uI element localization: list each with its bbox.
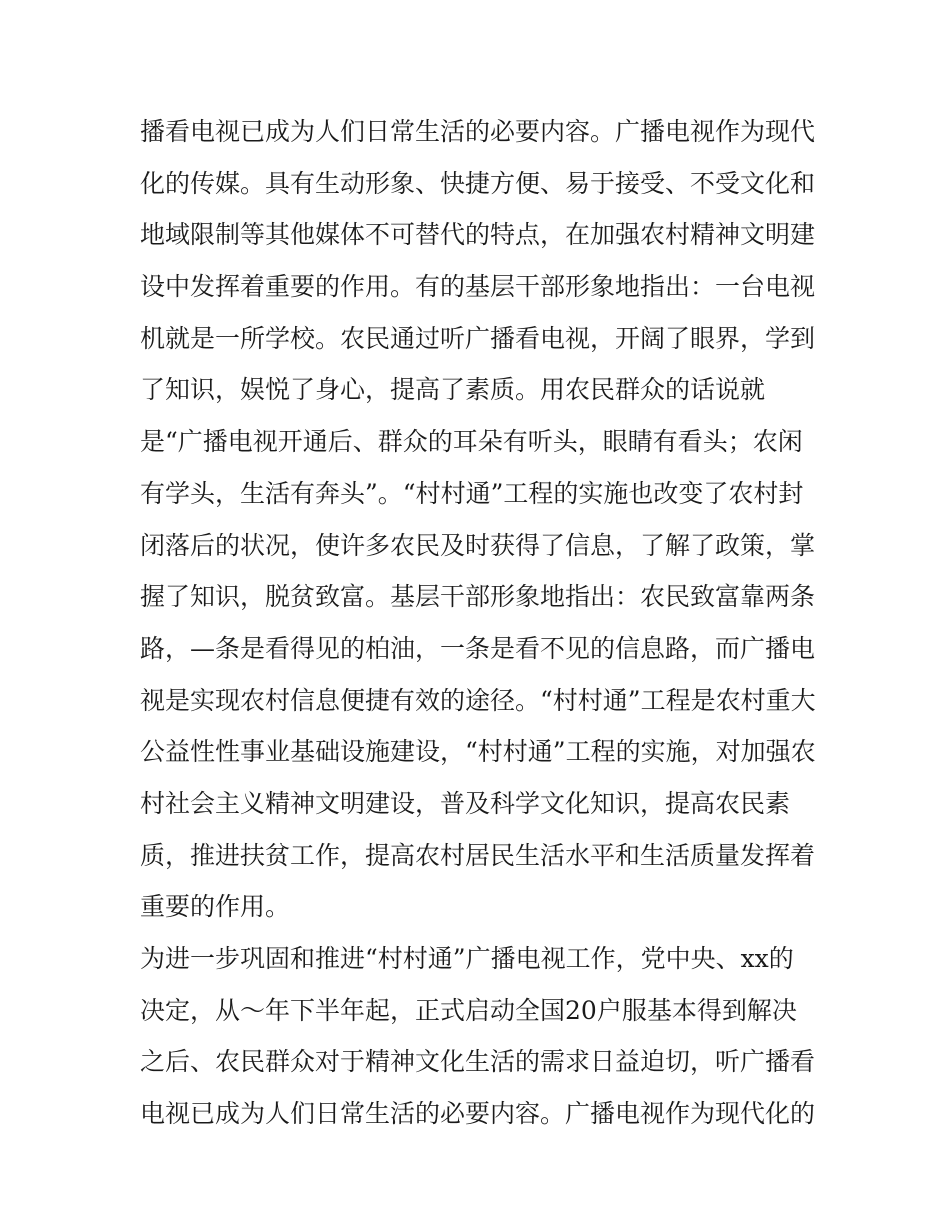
- text-line-4: 设中发挥着重要的作用。有的基层干部形象地指出：一台电视: [140, 272, 816, 302]
- text-line-5: 机就是一所学校。农民通过听广播看电视，开阔了眼界，学到: [140, 323, 816, 353]
- text-line-16: 重要的作用。: [140, 892, 291, 922]
- text-line-2: 化的传媒。具有生动形象、快捷方便、易于接受、不受文化和: [140, 168, 816, 198]
- text-line-13: 公益性性事业基础设施建设，“村村通”工程的实施，对加强农: [140, 737, 816, 767]
- text-line-20: 电视已成为人们日常生活的必要内容。广播电视作为现代化的: [140, 1099, 816, 1129]
- text-line-3: 地域限制等其他媒体不可替代的特点，在加强农村精神文明建: [140, 220, 816, 250]
- text-line-6: 了知识，娱悦了身心，提高了素质。用农民群众的话说就: [140, 375, 766, 405]
- body-text: [140, 106, 820, 1140]
- text-line-8: 有学头，生活有奔头”。“村村通”工程的实施也改变了农村封: [140, 478, 804, 508]
- text-line-15: 质，推进扶贫工作，提高农村居民生活水平和生活质量发挥着: [140, 840, 816, 870]
- text-line-11: 路，—条是看得见的柏油，一条是看不见的信息路，而广播电: [140, 633, 816, 663]
- text-line-17: 为进一步巩固和推进“村村通”广播电视工作，党中央、xx的: [140, 944, 794, 973]
- text-line-7: 是“广播电视开通后、群众的耳朵有听头，眼睛有看头；农闲: [140, 427, 803, 457]
- text-line-18: 决定，从～年下半年起，正式启动全国20户服基本得到解决: [140, 995, 797, 1025]
- text-line-12: 视是实现农村信息便捷有效的途径。“村村通”工程是农村重大: [140, 685, 816, 715]
- text-line-10: 握了知识，脱贫致富。基层干部形象地指出：农民致富靠两条: [140, 582, 816, 612]
- text-line-9: 闭落后的状况，使许多农民及时获得了信息，了解了政策，掌: [140, 530, 816, 560]
- text-line-1: 播看电视已成为人们日常生活的必要内容。广播电视作为现代: [140, 117, 816, 146]
- text-line-14: 村社会主义精神文明建设，普及科学文化知识，提高农民素: [140, 788, 791, 818]
- text-line-19: 之后、农民群众对于精神文化生活的需求日益迫切，听广播看: [140, 1047, 816, 1077]
